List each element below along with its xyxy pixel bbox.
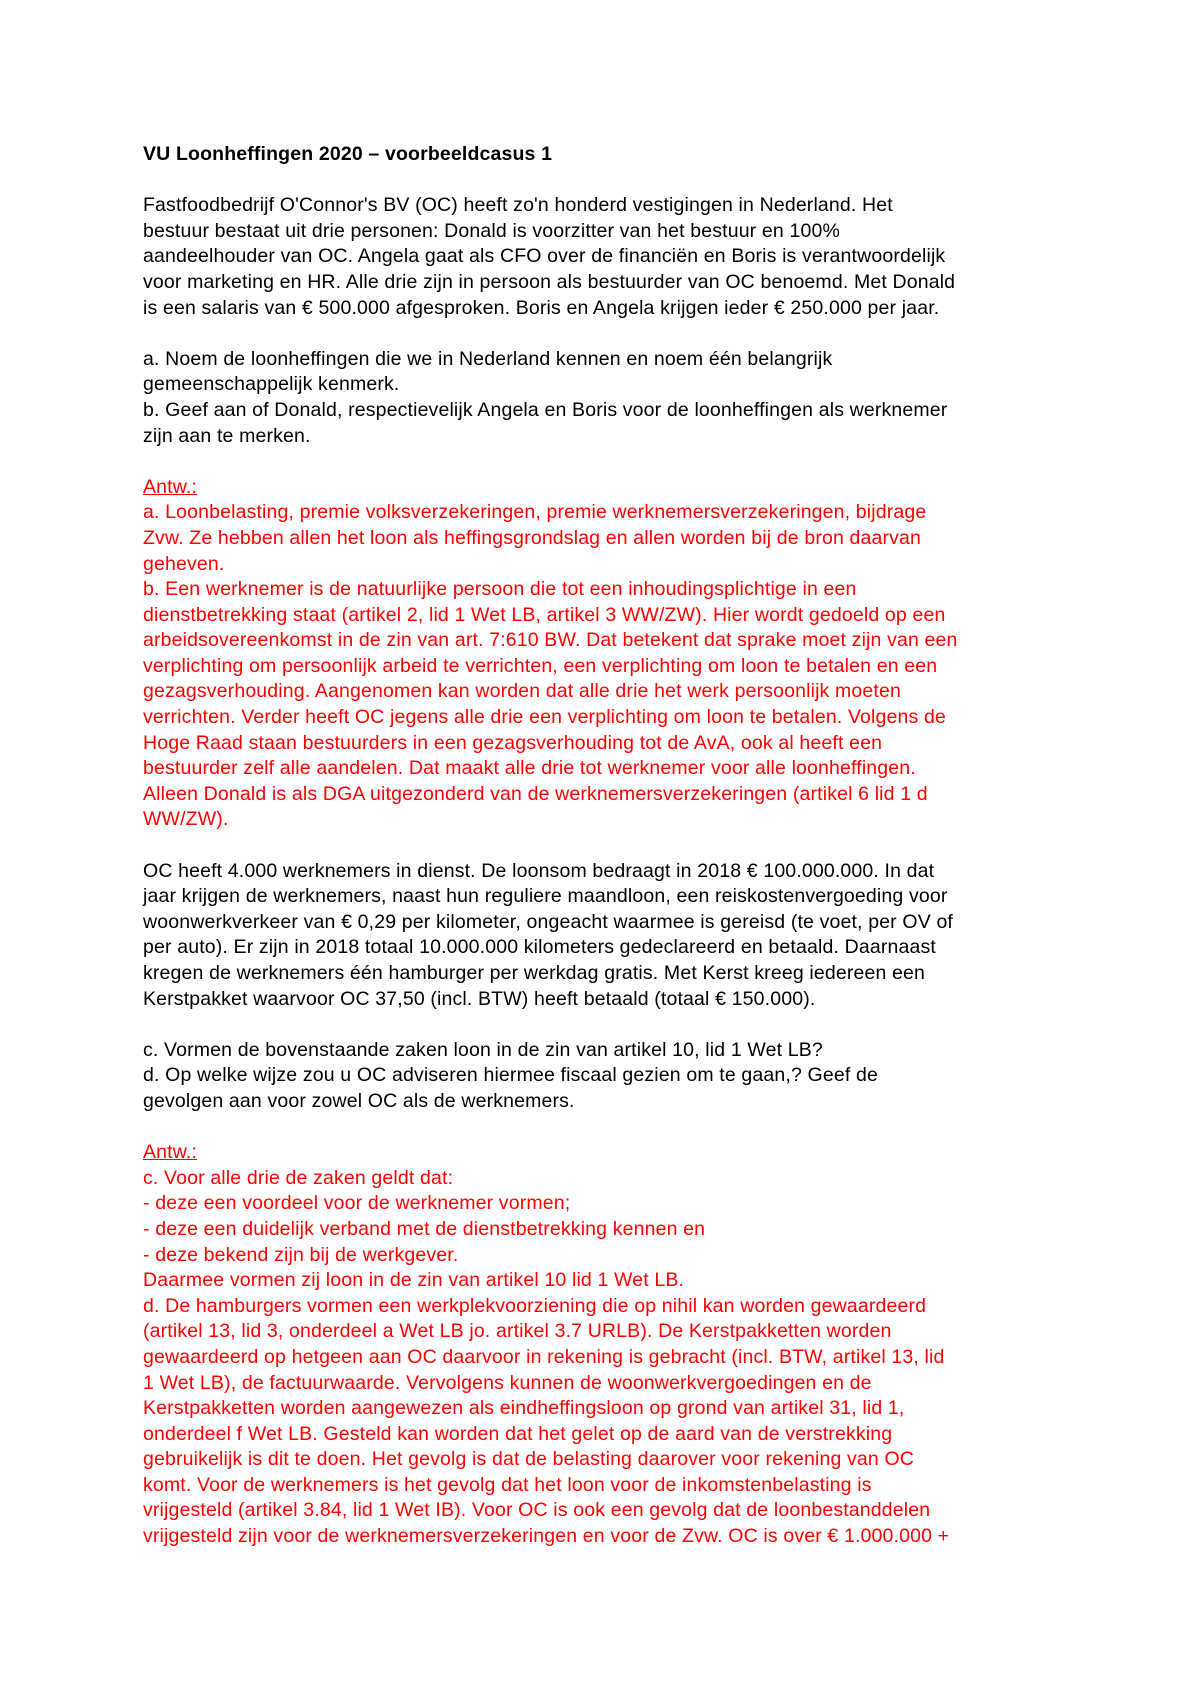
- text-line: woonwerkverkeer van € 0,29 per kilometer, ongeacht waarmee is gereisd (te voet, per OV of: [143, 910, 954, 933]
- answer-line: b. Een werknemer is de natuurlijke persoon die tot een inhoudingsplichtige in een: [143, 578, 857, 601]
- document-title: VU Loonheffingen 2020 – voorbeeldcasus 1: [143, 143, 553, 165]
- answer-c-d: [143, 1140, 1083, 1550]
- text-line: jaar krijgen de werknemers, naast hun reguliere maandloon, een reiskostenvergoeding voor: [143, 885, 948, 908]
- text-line: Fastfoodbedrijf O'Connor's BV (OC) heeft zo'n honderd vestigingen in Nederland. Het: [143, 194, 893, 217]
- answer-line: d. De hamburgers vormen een werkplekvoorziening die op nihil kan worden gewaardeerd: [143, 1294, 927, 1317]
- answer-line: 1 Wet LB), de factuurwaarde. Vervolgens kunnen de woonwerkvergoedingen en de: [143, 1371, 872, 1394]
- answer-line: Zvw. Ze hebben allen het loon als heffingsgrondslag en allen worden bij de bron daarvan: [143, 526, 922, 549]
- answer-line: komt. Voor de werknemers is het gevolg dat het loon voor de inkomstenbelasting is: [143, 1473, 872, 1496]
- answer-line: Hoge Raad staan bestuurders in een gezagsverhouding tot de AvA, ook al heeft een: [143, 731, 883, 754]
- answer-line: - deze een duidelijk verband met de dienstbetrekking kennen en: [143, 1217, 706, 1240]
- answer-line: vrijgesteld (artikel 3.84, lid 1 Wet IB). Voor OC is ook een gevolg dat de loonbestanddelen: [143, 1499, 931, 1522]
- paragraph-gap: [143, 321, 1083, 347]
- text-line: OC heeft 4.000 werknemers in dienst. De loonsom bedraagt in 2018 € 100.000.000. In dat: [143, 859, 935, 882]
- answer-line: c. Voor alle drie de zaken geldt dat:: [143, 1166, 454, 1189]
- paragraph-gap: [143, 449, 1083, 475]
- text-line: is een salaris van € 500.000 afgesproken. Boris en Angela krijgen ieder € 250.000 per jaar.: [143, 296, 940, 319]
- text-line: Kerstpakket waarvoor OC 37,50 (incl. BTW) heeft betaald (totaal € 150.000).: [143, 987, 816, 1010]
- answer-line: Kerstpakketten worden aangewezen als eindheffingsloon op grond van artikel 31, lid 1,: [143, 1397, 905, 1420]
- answer-line: dienstbetrekking staat (artikel 2, lid 1 Wet LB, artikel 3 WW/ZW). Hier wordt gedoeld op een: [143, 603, 946, 626]
- answer-line: a. Loonbelasting, premie volksverzekeringen, premie werknemersverzekeringen, bijdrage: [143, 501, 927, 524]
- text-line: aandeelhouder van OC. Angela gaat als CFO over de financiën en Boris is verantwoordelijk: [143, 245, 946, 268]
- answer-line: geheven.: [143, 552, 225, 575]
- case-part-2: [143, 859, 1083, 1013]
- paragraph-gap: [143, 1115, 1083, 1141]
- text-line: d. Op welke wijze zou u OC adviseren hiermee fiscaal gezien om te gaan,? Geef de: [143, 1064, 878, 1087]
- answer-line: - deze bekend zijn bij de werkgever.: [143, 1243, 459, 1266]
- answer-line: onderdeel f Wet LB. Gesteld kan worden dat het gelet op de aard van de verstrekking: [143, 1422, 893, 1445]
- answer-label: Antw.:: [143, 1141, 198, 1164]
- text-line: gevolgen aan voor zowel OC als de werknemers.: [143, 1089, 575, 1112]
- answer-line: arbeidsovereenkomst in de zin van art. 7:610 BW. Dat betekent dat sprake moet zijn van een: [143, 629, 958, 652]
- text-line: kregen de werknemers één hamburger per werkdag gratis. Met Kerst kreeg iedereen een: [143, 962, 926, 984]
- answer-line: Daarmee vormen zij loon in de zin van artikel 10 lid 1 Wet LB.: [143, 1269, 685, 1292]
- answer-line: vrijgesteld zijn voor de werknemersverzekeringen en voor de Zvw. OC is over € 1.000.000 +: [143, 1525, 950, 1548]
- answer-line: gezagsverhouding. Aangenomen kan worden dat alle drie het werk persoonlijk moeten: [143, 680, 901, 703]
- paragraph-gap: [143, 833, 1083, 859]
- paragraph-gap: [143, 1012, 1083, 1038]
- answer-line: verplichting om persoonlijk arbeid te verrichten, een verplichting om loon te betalen en een: [143, 654, 938, 677]
- answer-line: bestuurder zelf alle aandelen. Dat maakt alle drie tot werknemer voor alle loonheffingen.: [143, 757, 916, 780]
- questions-c-d: [143, 1038, 1083, 1115]
- questions-a-b: [143, 347, 1083, 449]
- text-line: a. Noem de loonheffingen die we in Nederland kennen en noem één belangrijk: [143, 347, 833, 370]
- text-line: c. Vormen de bovenstaande zaken loon in de zin van artikel 10, lid 1 Wet LB?: [143, 1038, 823, 1061]
- answer-a-b: [143, 475, 1083, 833]
- text-line: voor marketing en HR. Alle drie zijn in persoon als bestuurder van OC benoemd. Met Donald: [143, 270, 956, 293]
- answer-line: gebruikelijk is dit te doen. Het gevolg is dat de belasting daarover voor rekening van OC: [143, 1448, 915, 1471]
- answer-line: Alleen Donald is als DGA uitgezonderd van de werknemersverzekeringen (artikel 6 lid 1 d: [143, 782, 928, 805]
- answer-label: Antw.:: [143, 475, 198, 498]
- text-line: gemeenschappelijk kenmerk.: [143, 373, 400, 396]
- text-line: per auto). Er zijn in 2018 totaal 10.000.000 kilometers gedeclareerd en betaald. Daarnaast: [143, 936, 936, 959]
- document-page: [143, 142, 1083, 1550]
- text-line: b. Geef aan of Donald, respectievelijk Angela en Boris voor de loonheffingen als werknemer: [143, 398, 948, 421]
- answer-line: gewaardeerd op hetgeen aan OC daarvoor in rekening is gebracht (incl. BTW, artikel 13, lid: [143, 1345, 945, 1368]
- text-line: zijn aan te merken.: [143, 424, 311, 447]
- answer-line: verrichten. Verder heeft OC jegens alle drie een verplichting om loon te betalen. Volgens de: [143, 706, 946, 729]
- answer-line: WW/ZW).: [143, 808, 229, 831]
- answer-line: (artikel 13, lid 3, onderdeel a Wet LB jo. artikel 3.7 URLB). De Kerstpakketten worden: [143, 1320, 892, 1343]
- text-line: bestuur bestaat uit drie personen: Donald is voorzitter van het bestuur en 100%: [143, 219, 840, 242]
- case-intro: [143, 193, 1083, 321]
- answer-line: - deze een voordeel voor de werknemer vormen;: [143, 1192, 571, 1215]
